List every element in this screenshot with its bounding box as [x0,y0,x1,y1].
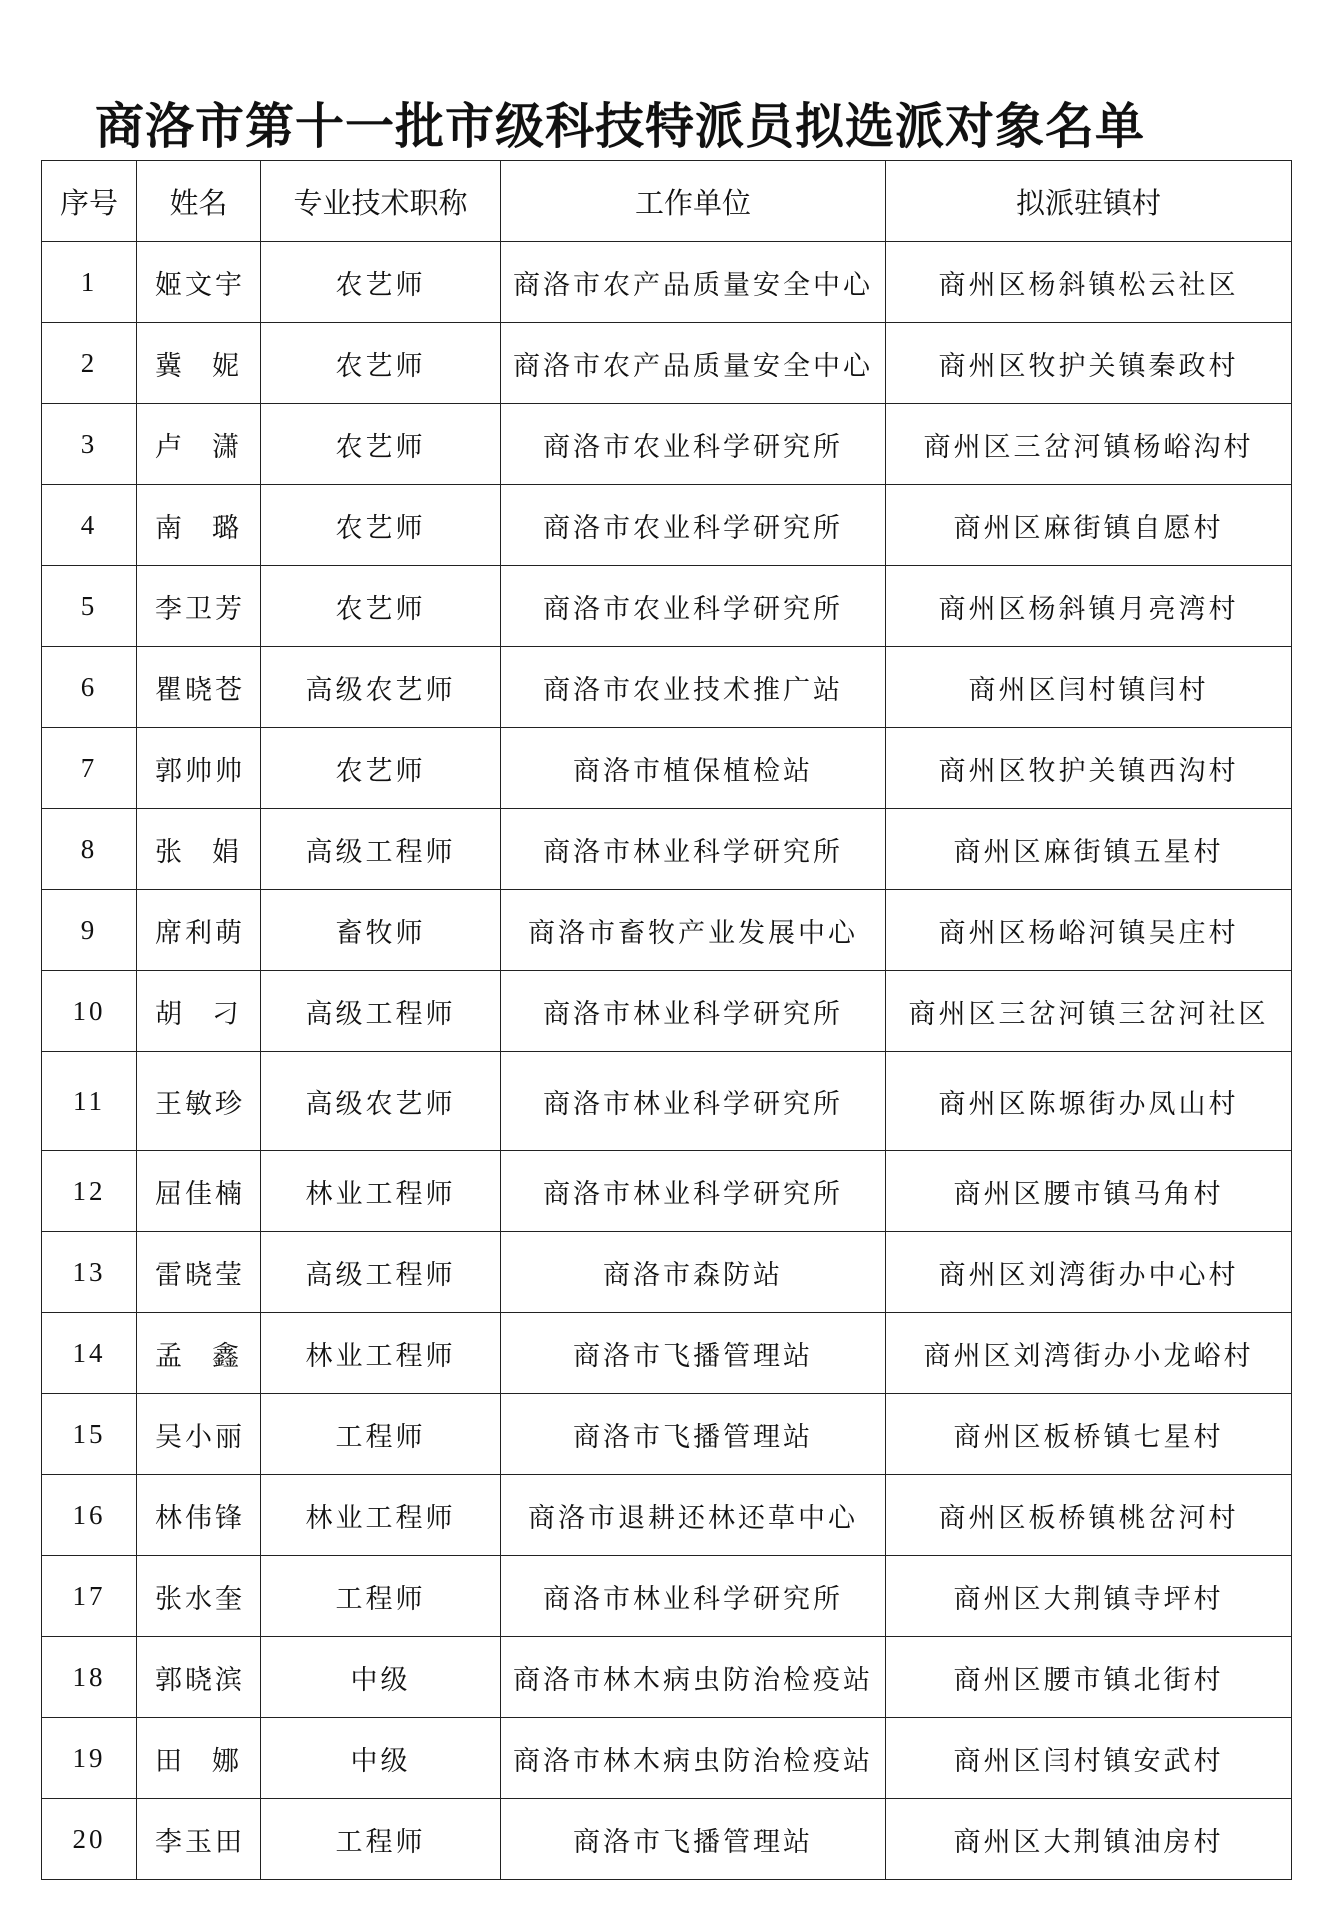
table-row [42,1637,1292,1718]
cell-seq: 6 [42,647,137,728]
table-row [42,566,1292,647]
cell-unit: 商洛市林业科学研究所 [501,1556,886,1637]
cell-unit: 商洛市植保植检站 [501,728,886,809]
cell-unit: 商洛市农产品质量安全中心 [501,242,886,323]
cell-title: 畜牧师 [261,890,501,971]
table-row [42,1556,1292,1637]
cell-name: 屈佳楠 [137,1151,261,1232]
cell-village: 商州区牧护关镇秦政村 [886,323,1292,404]
table-row [42,485,1292,566]
cell-name: 雷晓莹 [137,1232,261,1313]
cell-unit: 商洛市林业科学研究所 [501,1151,886,1232]
cell-name: 孟鑫 [137,1313,261,1394]
table-row [42,809,1292,890]
cell-seq: 2 [42,323,137,404]
cell-seq: 1 [42,242,137,323]
table-row [42,1052,1292,1151]
table-row [42,323,1292,404]
cell-name: 胡刁 [137,971,261,1052]
cell-unit: 商洛市森防站 [501,1232,886,1313]
cell-village: 商州区杨峪河镇吴庄村 [886,890,1292,971]
cell-title: 高级工程师 [261,971,501,1052]
cell-unit: 商洛市飞播管理站 [501,1313,886,1394]
table-row [42,1313,1292,1394]
cell-unit: 商洛市林业科学研究所 [501,971,886,1052]
cell-title: 工程师 [261,1556,501,1637]
header-name: 姓名 [137,161,261,242]
header-title: 专业技术职称 [261,161,501,242]
cell-seq: 18 [42,1637,137,1718]
cell-seq: 7 [42,728,137,809]
cell-village: 商州区闫村镇安武村 [886,1718,1292,1799]
cell-village: 商州区大荆镇寺坪村 [886,1556,1292,1637]
cell-village: 商州区腰市镇北街村 [886,1637,1292,1718]
cell-name: 田娜 [137,1718,261,1799]
cell-unit: 商洛市农业技术推广站 [501,647,886,728]
cell-seq: 16 [42,1475,137,1556]
table-row [42,1799,1292,1880]
cell-title: 林业工程师 [261,1475,501,1556]
cell-village: 商州区刘湾街办小龙峪村 [886,1313,1292,1394]
table-row [42,1232,1292,1313]
cell-unit: 商洛市林木病虫防治检疫站 [501,1718,886,1799]
cell-title: 农艺师 [261,728,501,809]
cell-name: 姬文宇 [137,242,261,323]
table-row [42,1394,1292,1475]
cell-village: 商州区腰市镇马角村 [886,1151,1292,1232]
table-header-row [42,161,1292,242]
cell-seq: 17 [42,1556,137,1637]
cell-unit: 商洛市飞播管理站 [501,1799,886,1880]
cell-village: 商州区三岔河镇杨峪沟村 [886,404,1292,485]
cell-name: 林伟锋 [137,1475,261,1556]
cell-name: 冀妮 [137,323,261,404]
table-row [42,404,1292,485]
cell-name: 王敏珍 [137,1052,261,1151]
cell-seq: 11 [42,1052,137,1151]
cell-unit: 商洛市林业科学研究所 [501,809,886,890]
table-row [42,728,1292,809]
table-row [42,1475,1292,1556]
cell-title: 林业工程师 [261,1313,501,1394]
cell-seq: 8 [42,809,137,890]
cell-village: 商州区大荆镇油房村 [886,1799,1292,1880]
cell-seq: 3 [42,404,137,485]
cell-village: 商州区板桥镇七星村 [886,1394,1292,1475]
cell-title: 工程师 [261,1799,501,1880]
cell-title: 高级工程师 [261,809,501,890]
cell-title: 林业工程师 [261,1151,501,1232]
header-seq: 序号 [42,161,137,242]
cell-name: 郭帅帅 [137,728,261,809]
cell-name: 李卫芳 [137,566,261,647]
page-title: 商洛市第十一批市级科技特派员拟选派对象名单 [95,98,1146,155]
cell-seq: 20 [42,1799,137,1880]
cell-unit: 商洛市农业科学研究所 [501,566,886,647]
table-row [42,971,1292,1052]
cell-village: 商州区三岔河镇三岔河社区 [886,971,1292,1052]
cell-title: 高级工程师 [261,1232,501,1313]
cell-name: 南璐 [137,485,261,566]
cell-name: 张水奎 [137,1556,261,1637]
cell-seq: 12 [42,1151,137,1232]
cell-name: 张娟 [137,809,261,890]
cell-village: 商州区麻街镇五星村 [886,809,1292,890]
table-row [42,242,1292,323]
header-village: 拟派驻镇村 [886,161,1292,242]
table-row [42,1718,1292,1799]
cell-title: 农艺师 [261,404,501,485]
cell-unit: 商洛市林木病虫防治检疫站 [501,1637,886,1718]
cell-village: 商州区陈塬街办凤山村 [886,1052,1292,1151]
cell-seq: 14 [42,1313,137,1394]
table-row [42,1151,1292,1232]
cell-unit: 商洛市畜牧产业发展中心 [501,890,886,971]
cell-title: 中级 [261,1637,501,1718]
cell-title: 中级 [261,1718,501,1799]
cell-seq: 10 [42,971,137,1052]
cell-title: 农艺师 [261,242,501,323]
cell-name: 席利萌 [137,890,261,971]
cell-name: 卢潇 [137,404,261,485]
cell-unit: 商洛市农业科学研究所 [501,485,886,566]
cell-unit: 商洛市林业科学研究所 [501,1052,886,1151]
cell-title: 高级农艺师 [261,1052,501,1151]
cell-unit: 商洛市飞播管理站 [501,1394,886,1475]
cell-title: 农艺师 [261,485,501,566]
cell-seq: 4 [42,485,137,566]
header-unit: 工作单位 [501,161,886,242]
cell-seq: 15 [42,1394,137,1475]
cell-name: 吴小丽 [137,1394,261,1475]
cell-title: 农艺师 [261,323,501,404]
cell-seq: 5 [42,566,137,647]
cell-seq: 13 [42,1232,137,1313]
cell-unit: 商洛市农业科学研究所 [501,404,886,485]
cell-village: 商州区刘湾街办中心村 [886,1232,1292,1313]
cell-village: 商州区杨斜镇月亮湾村 [886,566,1292,647]
cell-title: 高级农艺师 [261,647,501,728]
cell-unit: 商洛市退耕还林还草中心 [501,1475,886,1556]
cell-village: 商州区板桥镇桃岔河村 [886,1475,1292,1556]
cell-village: 商州区牧护关镇西沟村 [886,728,1292,809]
cell-seq: 9 [42,890,137,971]
table-body [42,242,1292,1880]
cell-title: 农艺师 [261,566,501,647]
cell-name: 李玉田 [137,1799,261,1880]
cell-seq: 19 [42,1718,137,1799]
cell-unit: 商洛市农产品质量安全中心 [501,323,886,404]
cell-village: 商州区杨斜镇松云社区 [886,242,1292,323]
table-row [42,647,1292,728]
roster-table [41,160,1292,1880]
table-row [42,890,1292,971]
cell-village: 商州区麻街镇自愿村 [886,485,1292,566]
cell-title: 工程师 [261,1394,501,1475]
cell-name: 郭晓滨 [137,1637,261,1718]
cell-name: 瞿晓苍 [137,647,261,728]
cell-village: 商州区闫村镇闫村 [886,647,1292,728]
